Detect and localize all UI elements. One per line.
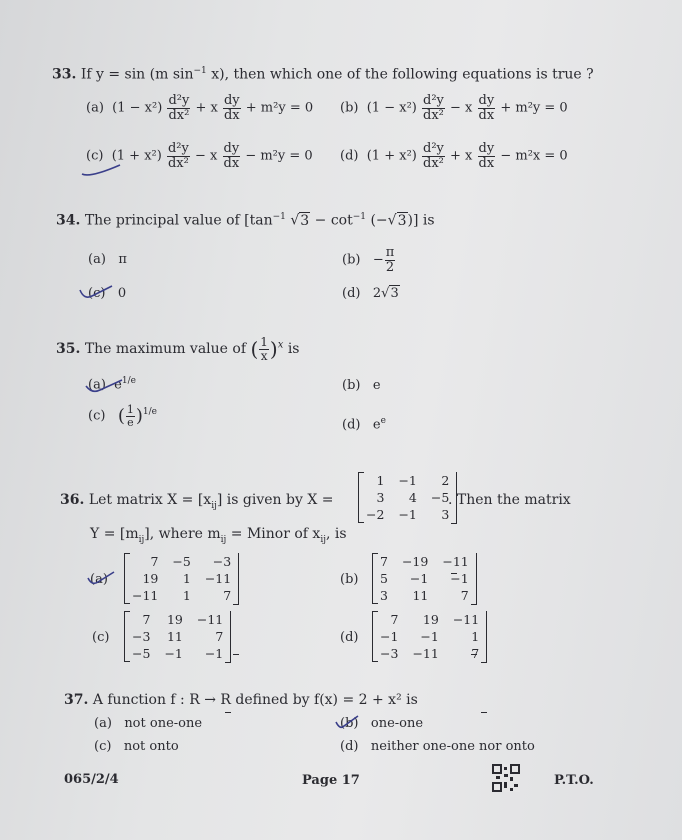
cell: 3 bbox=[376, 490, 385, 505]
cell: −11 bbox=[442, 554, 469, 569]
q36-line2 bbox=[90, 526, 347, 545]
matrix-table bbox=[125, 553, 238, 604]
q37-stem bbox=[64, 692, 418, 708]
cell: −1 bbox=[450, 571, 469, 586]
exponent: x bbox=[277, 339, 284, 351]
cell: −3 bbox=[132, 629, 151, 644]
frac-den: dx² bbox=[423, 155, 444, 171]
cell: −3 bbox=[380, 646, 399, 661]
option-text: neither one-one nor onto bbox=[370, 739, 535, 754]
frac-num: d²y bbox=[167, 141, 189, 156]
matrix-option-a[interactable] bbox=[124, 553, 239, 604]
q37-option-d[interactable] bbox=[340, 739, 535, 754]
option-label: (d) bbox=[342, 417, 361, 433]
cell: 11 bbox=[166, 629, 183, 644]
pen-mark-icon bbox=[80, 162, 122, 178]
term: − x bbox=[195, 148, 218, 164]
coef: 2 bbox=[372, 286, 382, 301]
q37-stem-text: A function f : R → R defined by f(x) = 2 + x² is bbox=[92, 692, 418, 708]
cell: −11 bbox=[452, 612, 480, 627]
q35-stem-a: The maximum value of bbox=[84, 341, 247, 358]
q34-stem-c: (− bbox=[370, 212, 388, 229]
cell: 7 bbox=[471, 646, 480, 661]
cell: 7 bbox=[215, 629, 224, 644]
cell: 7 bbox=[150, 554, 159, 569]
term: + x bbox=[450, 148, 473, 164]
frac-num: dy bbox=[223, 93, 240, 108]
cell: −1 bbox=[398, 507, 417, 522]
cell: −1 bbox=[420, 629, 439, 644]
cell: 19 bbox=[422, 612, 439, 627]
q36-line2-d: , is bbox=[326, 526, 347, 542]
q34-stem: 34. The principal value of [$\tan^{-1}$ $√3 - \cot^{-1} (-√3)$] is bbox=[56, 212, 435, 229]
option-label: (b) bbox=[340, 716, 359, 731]
matrix-x bbox=[358, 472, 457, 523]
q35-stem-b: is bbox=[287, 341, 300, 358]
q33-sup: −1 bbox=[193, 66, 207, 76]
q34-option-d[interactable]: (d) 2√3 bbox=[342, 286, 399, 301]
frac-num: d²y bbox=[423, 141, 444, 156]
fraction bbox=[478, 94, 496, 122]
q35-stem: 35. The maximum value of ( $\frac{1}{x}$ )$^x$ is bbox=[56, 335, 300, 363]
option-sign: − bbox=[372, 252, 384, 268]
frac-num: dy bbox=[478, 141, 495, 156]
q36-stem bbox=[60, 492, 333, 511]
fraction bbox=[478, 142, 496, 170]
cell: −1 bbox=[164, 646, 183, 661]
cell: −5 bbox=[132, 646, 151, 661]
pen-mark-icon bbox=[86, 570, 116, 588]
base: e bbox=[114, 377, 122, 393]
cell: −11 bbox=[412, 646, 439, 661]
pen-mark-icon bbox=[78, 284, 114, 302]
q33-number: 33. bbox=[52, 66, 77, 83]
cell: −3 bbox=[212, 554, 232, 569]
option-label: (d) bbox=[340, 630, 359, 645]
q35-option-b[interactable] bbox=[342, 378, 381, 393]
q33-option-a[interactable] bbox=[86, 94, 313, 122]
option-text: one-one bbox=[370, 716, 424, 731]
q34-sup: −1 bbox=[272, 212, 286, 222]
term: (1 + x²) bbox=[366, 148, 417, 164]
frac-den: 2 bbox=[385, 259, 395, 275]
cell: 11 bbox=[412, 588, 429, 603]
cell: −11 bbox=[196, 612, 224, 627]
sqrt-content: 3 bbox=[390, 286, 399, 301]
option-text: not one-one bbox=[124, 716, 203, 731]
option-label: (a) bbox=[90, 572, 108, 587]
frac-den: x bbox=[260, 348, 268, 363]
q36-line2-c: = Minor of x bbox=[230, 526, 321, 542]
term: − x bbox=[450, 100, 473, 116]
q37-option-a[interactable] bbox=[94, 716, 202, 731]
subscript: ij bbox=[220, 534, 227, 545]
matrix-option-c[interactable] bbox=[124, 611, 231, 662]
fraction bbox=[223, 142, 241, 170]
term: (1 − x²) bbox=[112, 100, 163, 116]
subscript: ij bbox=[138, 534, 145, 545]
term: − m²x = 0 bbox=[500, 148, 568, 164]
frac-den: dx² bbox=[423, 107, 444, 123]
q35-option-c[interactable]: (c) ( $\frac{1}{e}$ )$^{1/e}$ bbox=[88, 403, 157, 429]
subscript: ij bbox=[211, 500, 217, 511]
fraction bbox=[223, 94, 241, 122]
option-label: (c) bbox=[86, 148, 104, 164]
cell: −2 bbox=[366, 507, 385, 522]
cell: −11 bbox=[132, 588, 159, 603]
option-label: (b) bbox=[340, 572, 359, 587]
fraction bbox=[422, 94, 445, 122]
frac-num: π bbox=[385, 245, 395, 260]
cell: 7 bbox=[223, 588, 232, 603]
fraction bbox=[385, 246, 396, 274]
q36-line2-a: Y = [m bbox=[90, 526, 139, 542]
frac-den: e bbox=[127, 415, 134, 429]
subscript: ij bbox=[320, 534, 326, 545]
q36-option-d-label[interactable] bbox=[340, 630, 358, 645]
exponent: e bbox=[380, 416, 386, 426]
fraction bbox=[167, 142, 190, 170]
cell: 7 bbox=[142, 612, 151, 627]
term: (1 − x²) bbox=[366, 100, 417, 116]
frac-den: dx² bbox=[168, 107, 190, 123]
matrix-table bbox=[359, 472, 456, 523]
q36-number: 36. bbox=[60, 492, 85, 508]
q33-stem-b: x), then which one of the following equations is true ? bbox=[211, 66, 594, 83]
q36-stem-c-text: . Then the matrix bbox=[448, 492, 571, 508]
frac-den: dx bbox=[223, 107, 240, 123]
q36-stem-b: ] is given by X = bbox=[216, 492, 334, 508]
q34-stem-a: The principal value of [tan bbox=[84, 212, 273, 229]
frac-den: dx bbox=[478, 107, 495, 123]
cell: 3 bbox=[441, 507, 450, 522]
q37-option-c[interactable] bbox=[94, 739, 179, 754]
q35-option-d[interactable] bbox=[342, 416, 386, 432]
option-text: e bbox=[372, 378, 381, 393]
cell: 1 bbox=[471, 629, 480, 644]
q33-option-d[interactable] bbox=[340, 142, 568, 170]
term: + x bbox=[195, 100, 218, 116]
option-label: (c) bbox=[94, 739, 112, 754]
cell: 7 bbox=[390, 612, 399, 627]
matrix-table bbox=[373, 611, 486, 662]
option-label: (b) bbox=[340, 100, 359, 116]
frac-den: dx² bbox=[167, 155, 189, 171]
fraction bbox=[259, 336, 269, 362]
option-label: (d) bbox=[340, 148, 359, 164]
cell: −19 bbox=[401, 554, 429, 569]
cell: 5 bbox=[380, 571, 388, 586]
cell: −5 bbox=[172, 554, 191, 569]
fraction bbox=[126, 404, 135, 428]
sqrt-content: 3 bbox=[397, 212, 407, 229]
cell: −5 bbox=[430, 490, 450, 505]
q34-number: 34. bbox=[56, 212, 81, 229]
frac-num: d²y bbox=[168, 93, 190, 108]
frac-num: d²y bbox=[423, 93, 444, 108]
term: − m²y = 0 bbox=[245, 148, 313, 164]
option-text: π bbox=[118, 252, 127, 267]
qr-code-icon bbox=[492, 764, 520, 792]
pto: P.T.O. bbox=[554, 773, 594, 788]
base: e bbox=[372, 417, 381, 433]
q34-stem-d: )] is bbox=[407, 212, 435, 229]
fraction bbox=[167, 94, 190, 122]
frac-den: dx bbox=[478, 155, 495, 171]
cell: 3 bbox=[380, 588, 388, 603]
option-label: (b) bbox=[342, 378, 361, 393]
q36-stem-c bbox=[448, 492, 571, 508]
matrix-table bbox=[373, 553, 476, 604]
q36-option-b-label[interactable] bbox=[340, 572, 358, 587]
cell: 1 bbox=[182, 588, 191, 603]
matrix-option-d[interactable] bbox=[372, 611, 487, 662]
q33-stem bbox=[52, 66, 594, 83]
option-label: (d) bbox=[342, 286, 361, 301]
cell: 1 bbox=[376, 473, 385, 488]
frac-num: dy bbox=[223, 141, 240, 156]
paper-code: 065/2/4 bbox=[64, 772, 119, 787]
q34-option-a[interactable] bbox=[88, 252, 127, 267]
cell: 1 bbox=[182, 571, 191, 586]
fraction bbox=[422, 142, 445, 170]
q33-stem-a: If y = sin (m sin bbox=[80, 66, 194, 83]
matrix-table bbox=[125, 611, 230, 662]
cell: 4 bbox=[408, 490, 417, 505]
option-label: (d) bbox=[340, 739, 359, 754]
option-label: (a) bbox=[86, 100, 104, 116]
cell: 2 bbox=[441, 473, 450, 488]
option-label: (c) bbox=[88, 408, 106, 424]
q34-sup: −1 bbox=[352, 212, 366, 222]
term: + m²y = 0 bbox=[245, 100, 314, 116]
option-text: not onto bbox=[123, 739, 179, 754]
exponent: 1/e bbox=[142, 407, 157, 418]
cell: −1 bbox=[409, 571, 429, 586]
cell: 7 bbox=[460, 588, 469, 603]
pen-mark-icon bbox=[84, 378, 124, 394]
cell: 19 bbox=[166, 612, 183, 627]
q36-option-c-label[interactable] bbox=[92, 630, 109, 645]
q33-option-b[interactable] bbox=[340, 94, 568, 122]
option-label: (a) bbox=[94, 716, 112, 731]
q34-option-b[interactable] bbox=[342, 246, 396, 274]
cell: −1 bbox=[380, 629, 399, 644]
option-text: 0 bbox=[117, 286, 127, 301]
q37-number: 37. bbox=[64, 692, 89, 708]
cell: 7 bbox=[380, 554, 388, 569]
term: + m²y = 0 bbox=[500, 100, 568, 116]
option-label: (a) bbox=[88, 377, 106, 393]
cell: −1 bbox=[398, 473, 417, 488]
pen-mark-icon bbox=[334, 714, 360, 732]
frac-num: 1 bbox=[260, 335, 268, 349]
q34-stem-b: − cot bbox=[314, 212, 353, 229]
option-label: (a) bbox=[88, 252, 106, 267]
term: (1 + x²) bbox=[111, 148, 162, 164]
frac-num: dy bbox=[478, 93, 495, 108]
q35-number: 35. bbox=[56, 341, 81, 358]
frac-num: 1 bbox=[126, 403, 134, 416]
cell: −11 bbox=[204, 571, 232, 586]
exponent: 1/e bbox=[121, 376, 136, 386]
matrix-option-b[interactable] bbox=[372, 553, 477, 604]
frac-den: dx bbox=[223, 155, 240, 171]
q36-stem-a: Let matrix X = [x bbox=[88, 492, 212, 508]
q36-line2-b: ], where m bbox=[144, 526, 221, 542]
option-label: (c) bbox=[88, 286, 106, 301]
option-label: (b) bbox=[342, 252, 361, 268]
page-number: Page 17 bbox=[302, 773, 360, 788]
cell: −1 bbox=[204, 646, 224, 661]
sqrt-content: 3 bbox=[300, 212, 310, 229]
option-label: (c) bbox=[92, 630, 110, 645]
cell: 19 bbox=[142, 571, 159, 586]
